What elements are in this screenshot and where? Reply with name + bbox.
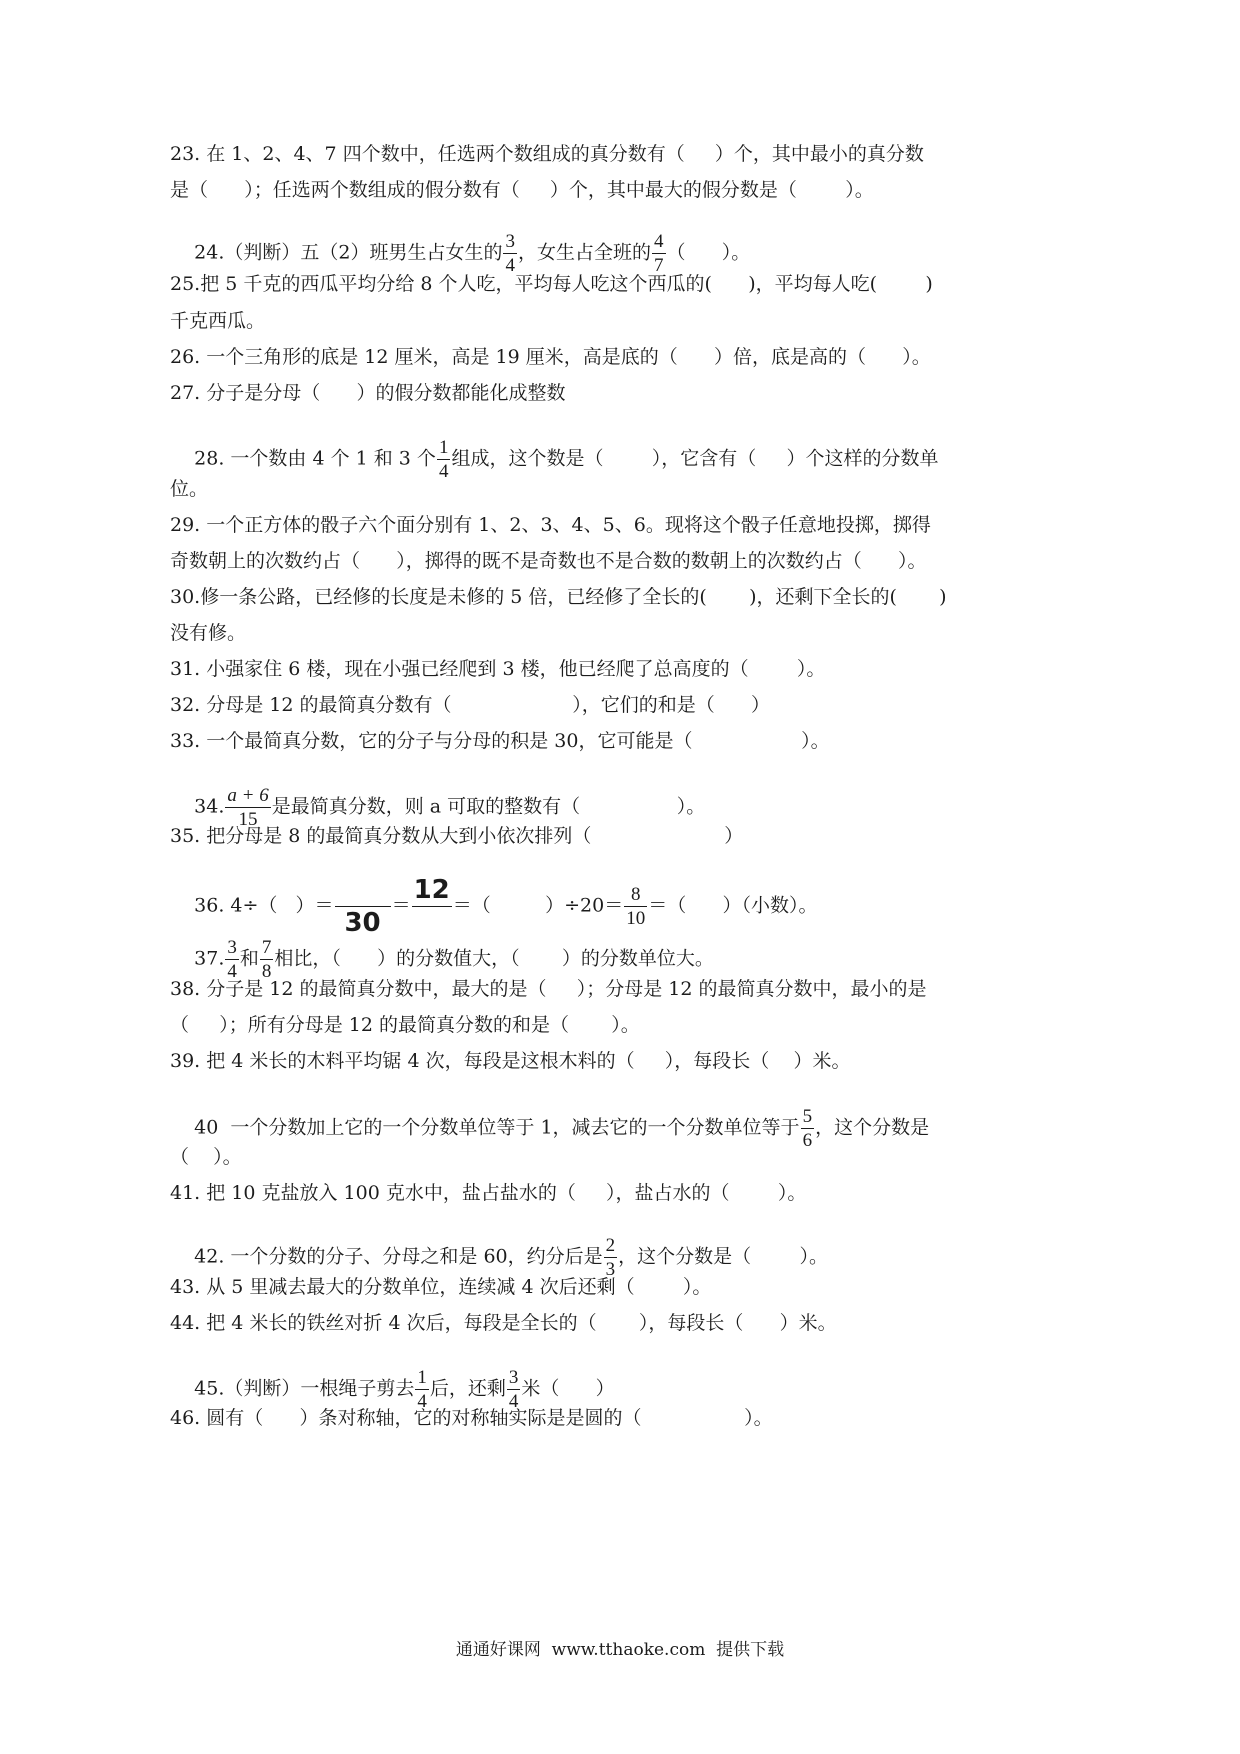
fraction-4-7: $\frac{4}{7}$ bbox=[654, 231, 664, 276]
question-33: 33. 一个最简真分数，它的分子与分母的积是 30，它可能是（ ）。 bbox=[170, 730, 830, 752]
question-36-text-b: ＝（ ）÷20＝ bbox=[452, 894, 624, 917]
question-30-line-1: 30.修一条公路，已经修的长度是未修的 5 倍，已经修了全长的( )，还剩下全长的( ) bbox=[170, 586, 947, 608]
question-38-line-2: （ ）；所有分母是 12 的最简真分数的和是（ ）。 bbox=[170, 1014, 640, 1036]
question-28-line-1 bbox=[170, 414, 938, 505]
question-24-text-c: （ ）。 bbox=[666, 241, 751, 264]
fraction-12-over-blank: 12 bbox=[413, 875, 450, 905]
question-29-line-1: 29. 一个正方体的骰子六个面分别有 1、2、3、4、5、6。现将这个骰子任意地投掷，掷得 bbox=[170, 514, 931, 536]
question-45-text-a: 45.（判断）一根绳子剪去 bbox=[194, 1377, 415, 1400]
question-25-line-1: 25.把 5 千克的西瓜平均分给 8 个人吃，平均每人吃这个西瓜的( )，平均每人吃( ) bbox=[170, 273, 933, 295]
question-26: 26. 一个三角形的底是 12 厘米，高是 19 厘米，高是底的（ ）倍，底是高的（ ）。 bbox=[170, 346, 931, 368]
question-45-text-b: 后，还剩 bbox=[429, 1377, 506, 1400]
question-37-text: 相比，（ ）的分数值大，（ ）的分数单位大。 bbox=[274, 947, 714, 970]
fraction-2-3: $\frac{2}{3}$ bbox=[605, 1235, 616, 1280]
question-28-text-a: 28. 一个数由 4 个 1 和 3 个 bbox=[194, 447, 436, 470]
question-37-number: 37. bbox=[194, 947, 225, 970]
question-46: 46. 圆有（ ）条对称轴，它的对称轴实际是是圆的（ ）。 bbox=[170, 1407, 773, 1429]
page-footer: 通通好课网 www.tthaoke.com 提供下载 bbox=[455, 1640, 785, 1660]
question-36-text-c: ＝（ ）（小数）。 bbox=[648, 894, 818, 917]
question-43: 43. 从 5 里减去最大的分数单位，连续减 4 次后还剩（ ）。 bbox=[170, 1276, 712, 1298]
question-34-number: 34. bbox=[194, 795, 225, 818]
question-28-text-b: 组成，这个数是（ ），它含有（ ）个这样的分数单 bbox=[451, 447, 939, 470]
fraction-a-plus-6-over-15: $\frac{a + 6}{15}$ bbox=[227, 785, 269, 830]
question-24-text-b: ，女生占全班的 bbox=[517, 241, 651, 264]
question-39: 39. 把 4 米长的木料平均锯 4 次，每段是这根木料的（ ），每段长（ ）米。 bbox=[170, 1050, 851, 1072]
question-45-text-c: 米（ ） bbox=[521, 1377, 615, 1400]
question-42-text-a: 42. 一个分数的分子、分母之和是 60，约分后是 bbox=[194, 1245, 603, 1268]
question-30-line-2: 没有修。 bbox=[170, 622, 247, 644]
question-42-text-b: ，这个分数是（ ）。 bbox=[618, 1245, 828, 1268]
question-36-text-a: 36. 4÷（ ）＝ bbox=[194, 894, 334, 917]
question-28-line-2: 位。 bbox=[170, 478, 209, 500]
question-24-text-a: 24.（判断）五（2）班男生占女生的 bbox=[194, 241, 503, 264]
question-36-equals-1: ＝ bbox=[391, 894, 411, 917]
fraction-3-4: $\frac{3}{4}$ bbox=[505, 231, 515, 276]
question-29-line-2: 奇数朝上的次数约占（ ），掷得的既不是奇数也不是合数的数朝上的次数约占（ ）。 bbox=[170, 550, 927, 572]
question-40-text-b: ，这个分数是 bbox=[815, 1116, 930, 1139]
fraction-8-10: $\frac{8}{10}$ bbox=[626, 884, 646, 929]
fraction-blank-over-30: 30 bbox=[335, 874, 391, 939]
question-32: 32. 分母是 12 的最简真分数有（ ），它们的和是（ ） bbox=[170, 694, 771, 716]
question-31: 31. 小强家住 6 楼，现在小强已经爬到 3 楼，他已经爬了总高度的（ ）。 bbox=[170, 658, 826, 680]
question-27: 27. 分子是分母（ ）的假分数都能化成整数 bbox=[170, 382, 566, 404]
fraction-7-8: $\frac{7}{8}$ bbox=[261, 937, 272, 982]
question-41: 41. 把 10 克盐放入 100 克水中，盐占盐水的（ ），盐占水的（ ）。 bbox=[170, 1182, 807, 1204]
question-38-line-1: 38. 分子是 12 的最简真分数中，最大的是（ ）；分母是 12 的最简真分数中，最小的是 bbox=[170, 978, 927, 1000]
question-23-line-2: 是（ ）；任选两个数组成的假分数有（ ）个，其中最大的假分数是（ ）。 bbox=[170, 179, 874, 201]
fraction-5-6: $\frac{5}{6}$ bbox=[802, 1106, 813, 1151]
question-34-text: 是最简真分数，则 a 可取的整数有（ ）。 bbox=[271, 795, 706, 818]
fraction-1-4: $\frac{1}{4}$ bbox=[417, 1367, 427, 1412]
fraction-1-4: $\frac{1}{4}$ bbox=[438, 437, 449, 482]
question-44: 44. 把 4 米长的铁丝对折 4 次后，每段是全长的（ ），每段长（ ）米。 bbox=[170, 1312, 837, 1334]
question-23-line-1: 23. 在 1、2、4、7 四个数中，任选两个数组成的真分数有（ ）个，其中最小的真分数 bbox=[170, 143, 924, 165]
fraction-3-4: $\frac{3}{4}$ bbox=[227, 937, 237, 982]
question-40-text-a: 40 一个分数加上它的一个分数单位等于 1，减去它的一个分数单位等于 bbox=[194, 1116, 800, 1139]
question-25-line-2: 千克西瓜。 bbox=[170, 310, 266, 332]
question-35: 35. 把分母是 8 的最简真分数从大到小依次排列（ ） bbox=[170, 825, 744, 847]
question-40-line-1 bbox=[170, 1083, 929, 1174]
fraction-3-4: $\frac{3}{4}$ bbox=[508, 1367, 519, 1412]
question-37-and: 和 bbox=[239, 947, 259, 970]
question-40-line-2: （ ）。 bbox=[170, 1146, 242, 1168]
